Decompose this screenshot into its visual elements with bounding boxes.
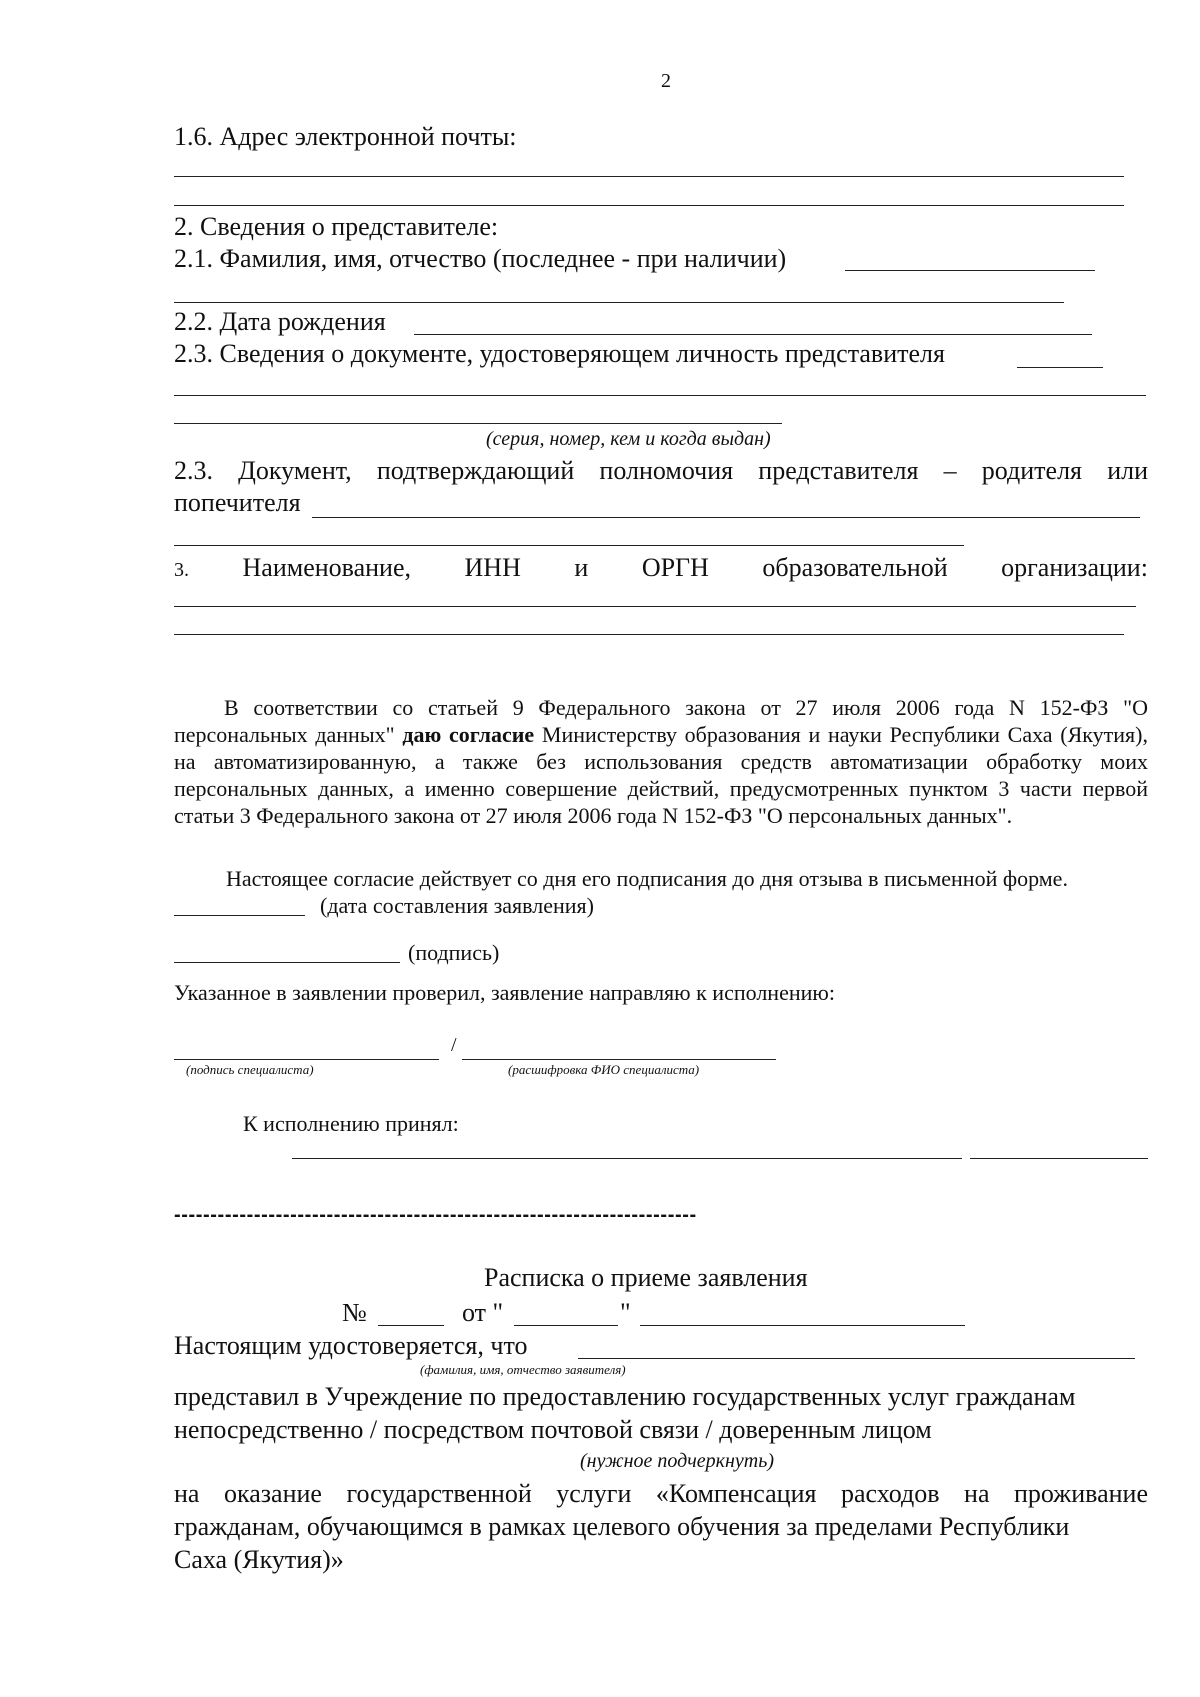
accepted-line-1[interactable] (292, 1158, 962, 1159)
organization-heading (174, 553, 1148, 583)
specialist-signature-line[interactable] (174, 1059, 439, 1060)
signature-line[interactable] (174, 962, 400, 963)
authority-document-line-1: 2.3. Документ, подтверждающий полномочия представителя – родителя или (174, 456, 1148, 485)
email-line-1[interactable] (174, 176, 1124, 177)
receipt-quote-close: " (620, 1298, 631, 1327)
receipt-service-line-2: гражданам, обучающимся в рамках целевого обучения за пределами Республики (174, 1512, 1070, 1541)
organization-word-3: и (574, 553, 589, 582)
receipt-submitted-line-1: представил в Учреждение по предоставлению государственных услуг гражданам (174, 1382, 1076, 1411)
id-document-line-1[interactable] (1017, 367, 1103, 368)
receipt-submitted-line-2: непосредственно / посредством почтовой связи / доверенным лицом (174, 1415, 932, 1444)
receipt-title: Расписка о приеме заявления (484, 1263, 808, 1292)
specialist-slash: / (451, 1034, 457, 1056)
organization-line-1[interactable] (174, 606, 1136, 607)
applicant-line[interactable] (578, 1358, 1135, 1359)
page-number: 2 (661, 70, 671, 92)
consent-bold: даю согласие (402, 722, 535, 747)
authority-document-line-2: попечителя (174, 488, 301, 517)
cut-separator: ------------------------------------------------------------------------ (174, 1204, 697, 1226)
organization-word-6: организации: (1001, 553, 1148, 582)
receipt-date-line-2[interactable] (640, 1325, 965, 1326)
receipt-certify: Настоящим удостоверяется, что (174, 1331, 528, 1360)
receipt-from-label: от " (462, 1298, 504, 1327)
email-line-2[interactable] (174, 205, 1124, 206)
authority-document-line-a[interactable] (312, 517, 1140, 518)
accepted-line-2[interactable] (970, 1158, 1148, 1159)
id-document-caption: (серия, номер, кем и когда выдан) (486, 428, 771, 450)
id-document-line-2[interactable] (174, 395, 1146, 396)
organization-word-5: образовательной (762, 553, 948, 582)
representative-heading: 2. Сведения о представителе: (174, 212, 499, 241)
consent-text-start: В соответствии со статьей 9 Федерального закона от 27 июля 2006 года N 152-ФЗ "О персональных данных" (174, 695, 1148, 747)
specialist-signature-caption: (подпись специалиста) (186, 1062, 314, 1077)
representative-fio-line-2[interactable] (174, 302, 1064, 303)
representative-fio-line-1[interactable] (845, 270, 1095, 271)
organization-number: 3. (174, 559, 189, 581)
organization-word-1: Наименование, (242, 553, 411, 582)
id-document-line-3[interactable] (174, 423, 782, 424)
specialist-fio-caption: (расшифровка ФИО специалиста) (508, 1062, 700, 1077)
accepted-label: К исполнению принял: (243, 1111, 459, 1136)
birth-date-label: 2.2. Дата рождения (174, 307, 386, 336)
organization-line-2[interactable] (174, 634, 1124, 635)
signature-label: (подпись) (408, 940, 500, 965)
authority-document-line-b[interactable] (174, 545, 964, 546)
application-date-line[interactable] (174, 915, 305, 916)
representative-fio-label: 2.1. Фамилия, имя, отчество (последнее - при наличии) (174, 244, 787, 273)
consent-text-end: Министерству образования и науки Республики Саха (Якутия), на автоматизированную, а также без использования средств автоматизации обработку моих персональных данных, а именно совершение действий, предусмотренных пунктом 3 части первой статьи 3 Федерального закона от 27 июля 2006 года N 152-ФЗ "О персональных данных". (174, 722, 1149, 828)
receipt-service-line-3: Саха (Якутия)» (174, 1545, 344, 1574)
receipt-service-line-1: на оказание государственной услуги «Компенсация расходов на проживание (174, 1479, 1148, 1508)
consent-paragraph (174, 694, 1148, 829)
id-document-label: 2.3. Сведения о документе, удостоверяющем личность представителя (174, 339, 945, 368)
consent-validity: Настоящее согласие действует со дня его подписания до дня отзыва в письменной форме. (226, 866, 1068, 891)
organization-word-4: ОРГН (641, 553, 709, 582)
birth-date-line[interactable] (414, 334, 1092, 335)
receipt-date-line[interactable] (514, 1325, 618, 1326)
checked-text: Указанное в заявлении проверил, заявление направляю к исполнению: (174, 980, 835, 1005)
receipt-number-line[interactable] (378, 1325, 444, 1326)
email-label: 1.6. Адрес электронной почты: (174, 122, 517, 151)
applicant-caption: (фамилия, имя, отчество заявителя) (420, 1362, 626, 1377)
application-date-label: (дата составления заявления) (320, 893, 595, 918)
receipt-number-label: № (342, 1298, 367, 1327)
specialist-fio-line[interactable] (462, 1059, 776, 1060)
underline-caption: (нужное подчеркнуть) (580, 1450, 774, 1472)
organization-word-2: ИНН (464, 553, 521, 582)
